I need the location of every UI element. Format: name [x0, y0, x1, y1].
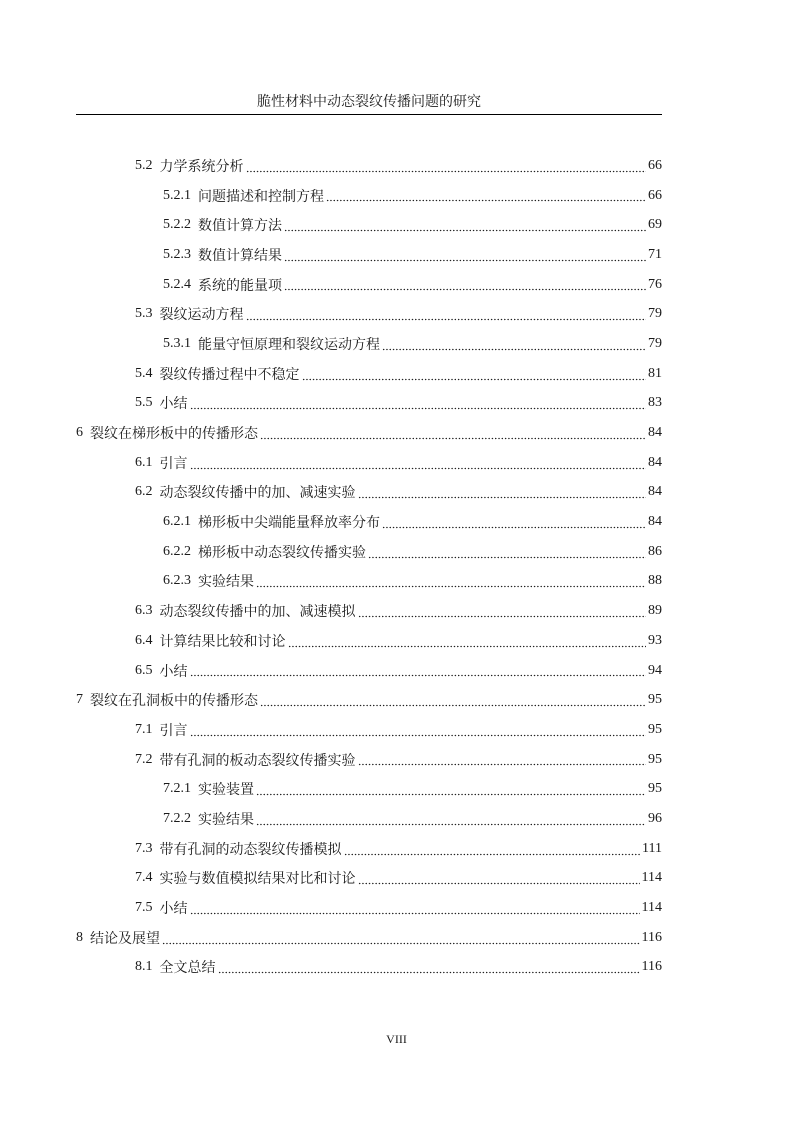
toc-leader-dots [190, 663, 647, 677]
toc-leader-dots [358, 485, 647, 499]
toc-entry-title: 动态裂纹传播中的加、减速模拟 [159, 604, 356, 621]
toc-entry-number: 6.1 [135, 454, 153, 470]
toc-leader-dots [190, 456, 647, 470]
toc-leader-dots [190, 396, 647, 410]
toc-entry[interactable] [0, 151, 793, 181]
toc-entry-number: 5.3.1 [163, 335, 191, 351]
toc-entry[interactable] [0, 210, 793, 240]
toc-entry-number: 5.5 [135, 395, 153, 411]
toc-entry[interactable] [0, 596, 793, 626]
toc-entry[interactable] [0, 240, 793, 270]
toc-entry-title: 实验装置 [198, 782, 254, 799]
toc-entry-number: 5.4 [135, 365, 153, 381]
toc-entry-title: 梯形板中动态裂纹传播实验 [198, 544, 366, 561]
page-number: VIII [386, 1032, 407, 1046]
toc-entry[interactable] [0, 953, 793, 983]
toc-entry-number: 5.2.4 [163, 276, 191, 292]
toc-entry-title: 结论及展望 [90, 930, 160, 947]
toc-leader-dots [190, 901, 640, 915]
toc-entry-title: 裂纹运动方程 [159, 307, 244, 324]
toc-entry-page: 76 [648, 276, 662, 292]
toc-entry-page: 89 [648, 603, 662, 619]
toc-leader-dots [382, 337, 646, 351]
toc-entry-title: 梯形板中尖端能量释放率分布 [198, 515, 380, 532]
toc-entry[interactable] [0, 685, 793, 715]
toc-leader-dots [246, 307, 647, 321]
toc-entry-number: 5.2.2 [163, 217, 191, 233]
toc-entry[interactable] [0, 626, 793, 656]
toc-entry-title: 小结 [159, 396, 188, 413]
toc-leader-dots [288, 634, 647, 648]
toc-entry-number: 7.3 [135, 840, 153, 856]
toc-leader-dots [368, 545, 646, 559]
toc-entry-title: 引言 [159, 455, 188, 472]
toc-entry-number: 7.1 [135, 721, 153, 737]
toc-entry-page: 79 [648, 335, 662, 351]
toc-entry-title: 全文总结 [159, 960, 216, 977]
toc-entry-page: 116 [641, 959, 662, 975]
toc-entry-number: 6 [76, 425, 83, 441]
toc-entry[interactable] [0, 478, 793, 508]
toc-entry[interactable] [0, 299, 793, 329]
toc-entry[interactable] [0, 715, 793, 745]
toc-entry[interactable] [0, 448, 793, 478]
toc-entry[interactable] [0, 923, 793, 953]
toc-entry-title: 小结 [159, 663, 188, 680]
toc-leader-dots [260, 426, 646, 440]
toc-leader-dots [246, 159, 647, 173]
toc-entry-page: 95 [648, 751, 662, 767]
toc-entry-page: 84 [648, 454, 662, 470]
toc-entry-number: 7.2.2 [163, 810, 191, 826]
toc-entry[interactable] [0, 329, 793, 359]
toc-entry-number: 6.2.1 [163, 514, 191, 530]
toc-entry[interactable] [0, 507, 793, 537]
toc-entry[interactable] [0, 745, 793, 775]
toc-entry-page: 86 [648, 543, 662, 559]
table-of-contents [0, 151, 793, 982]
toc-entry-title: 裂纹传播过程中不稳定 [159, 366, 300, 383]
toc-leader-dots [260, 693, 646, 707]
toc-entry-title: 问题描述和控制方程 [198, 188, 324, 205]
toc-entry-number: 8.1 [135, 959, 153, 975]
toc-entry-number: 6.5 [135, 662, 153, 678]
toc-entry[interactable] [0, 537, 793, 567]
toc-entry[interactable] [0, 804, 793, 834]
toc-leader-dots [358, 871, 640, 885]
toc-leader-dots [256, 812, 646, 826]
toc-leader-dots [358, 604, 647, 618]
toc-entry-title: 实验与数值模拟结果对比和讨论 [159, 871, 356, 888]
toc-entry-page: 114 [641, 870, 662, 886]
toc-entry[interactable] [0, 181, 793, 211]
toc-entry-title: 数值计算结果 [198, 247, 282, 264]
toc-entry-title: 小结 [159, 901, 188, 918]
toc-entry[interactable] [0, 359, 793, 389]
toc-entry-number: 6.4 [135, 632, 153, 648]
toc-leader-dots [326, 188, 646, 202]
toc-leader-dots [162, 931, 640, 945]
toc-entry-page: 66 [648, 157, 662, 173]
toc-leader-dots [382, 515, 646, 529]
toc-entry-page: 95 [648, 721, 662, 737]
toc-entry-title: 实验结果 [198, 811, 254, 828]
toc-entry-page: 88 [648, 573, 662, 589]
toc-entry[interactable] [0, 864, 793, 894]
toc-leader-dots [302, 367, 647, 381]
toc-entry-number: 5.2 [135, 157, 153, 173]
toc-entry-number: 8 [76, 929, 83, 945]
toc-leader-dots [284, 248, 646, 262]
toc-leader-dots [358, 752, 647, 766]
toc-entry-title: 计算结果比较和讨论 [159, 633, 286, 650]
toc-entry-page: 83 [648, 395, 662, 411]
toc-entry-number: 5.2.1 [163, 187, 191, 203]
running-header: 脆性材料中动态裂纹传播问题的研究 [257, 94, 481, 110]
toc-entry-page: 116 [641, 929, 662, 945]
toc-entry[interactable] [0, 418, 793, 448]
toc-entry-page: 79 [648, 306, 662, 322]
toc-entry[interactable] [0, 567, 793, 597]
toc-entry-title: 裂纹在梯形板中的传播形态 [90, 426, 258, 443]
toc-entry-title: 带有孔洞的动态裂纹传播模拟 [159, 841, 342, 858]
toc-entry-title: 实验结果 [198, 574, 254, 591]
toc-entry-title: 引言 [159, 722, 188, 739]
toc-entry-number: 7.4 [135, 870, 153, 886]
toc-entry-page: 71 [648, 246, 662, 262]
toc-leader-dots [284, 277, 646, 291]
toc-leader-dots [256, 782, 646, 796]
toc-entry-page: 111 [642, 840, 662, 856]
toc-entry-number: 5.3 [135, 306, 153, 322]
toc-entry-page: 95 [648, 692, 662, 708]
header-rule [76, 114, 662, 115]
toc-entry-title: 能量守恒原理和裂纹运动方程 [198, 336, 380, 353]
toc-entry-page: 69 [648, 217, 662, 233]
toc-entry-number: 6.2.2 [163, 543, 191, 559]
toc-entry-number: 7.2.1 [163, 781, 191, 797]
toc-entry-number: 7 [76, 692, 83, 708]
toc-leader-dots [256, 574, 646, 588]
toc-entry[interactable] [0, 389, 793, 419]
toc-entry-title: 动态裂纹传播中的加、减速实验 [159, 485, 356, 502]
toc-entry-title: 系统的能量项 [198, 277, 282, 294]
toc-leader-dots [344, 842, 641, 856]
toc-entry[interactable] [0, 893, 793, 923]
toc-entry-number: 5.2.3 [163, 246, 191, 262]
toc-entry-number: 6.2.3 [163, 573, 191, 589]
toc-entry-title: 力学系统分析 [159, 158, 244, 175]
toc-entry[interactable] [0, 270, 793, 300]
toc-entry-title: 带有孔洞的板动态裂纹传播实验 [159, 752, 356, 769]
toc-entry-page: 114 [641, 900, 662, 916]
toc-entry-page: 95 [648, 781, 662, 797]
toc-entry[interactable] [0, 834, 793, 864]
toc-entry-page: 84 [648, 514, 662, 530]
toc-entry-page: 94 [648, 662, 662, 678]
toc-leader-dots [190, 723, 647, 737]
toc-entry-number: 7.5 [135, 900, 153, 916]
toc-entry-number: 6.2 [135, 484, 153, 500]
toc-entry[interactable] [0, 656, 793, 686]
toc-leader-dots [284, 218, 646, 232]
toc-entry-number: 7.2 [135, 751, 153, 767]
toc-entry[interactable] [0, 774, 793, 804]
toc-entry-page: 84 [648, 484, 662, 500]
toc-entry-page: 96 [648, 810, 662, 826]
toc-entry-title: 裂纹在孔洞板中的传播形态 [90, 693, 258, 710]
toc-entry-page: 84 [648, 425, 662, 441]
toc-entry-page: 81 [648, 365, 662, 381]
toc-entry-page: 93 [648, 632, 662, 648]
toc-leader-dots [218, 960, 640, 974]
toc-entry-title: 数值计算方法 [198, 218, 282, 235]
toc-entry-page: 66 [648, 187, 662, 203]
toc-entry-number: 6.3 [135, 603, 153, 619]
